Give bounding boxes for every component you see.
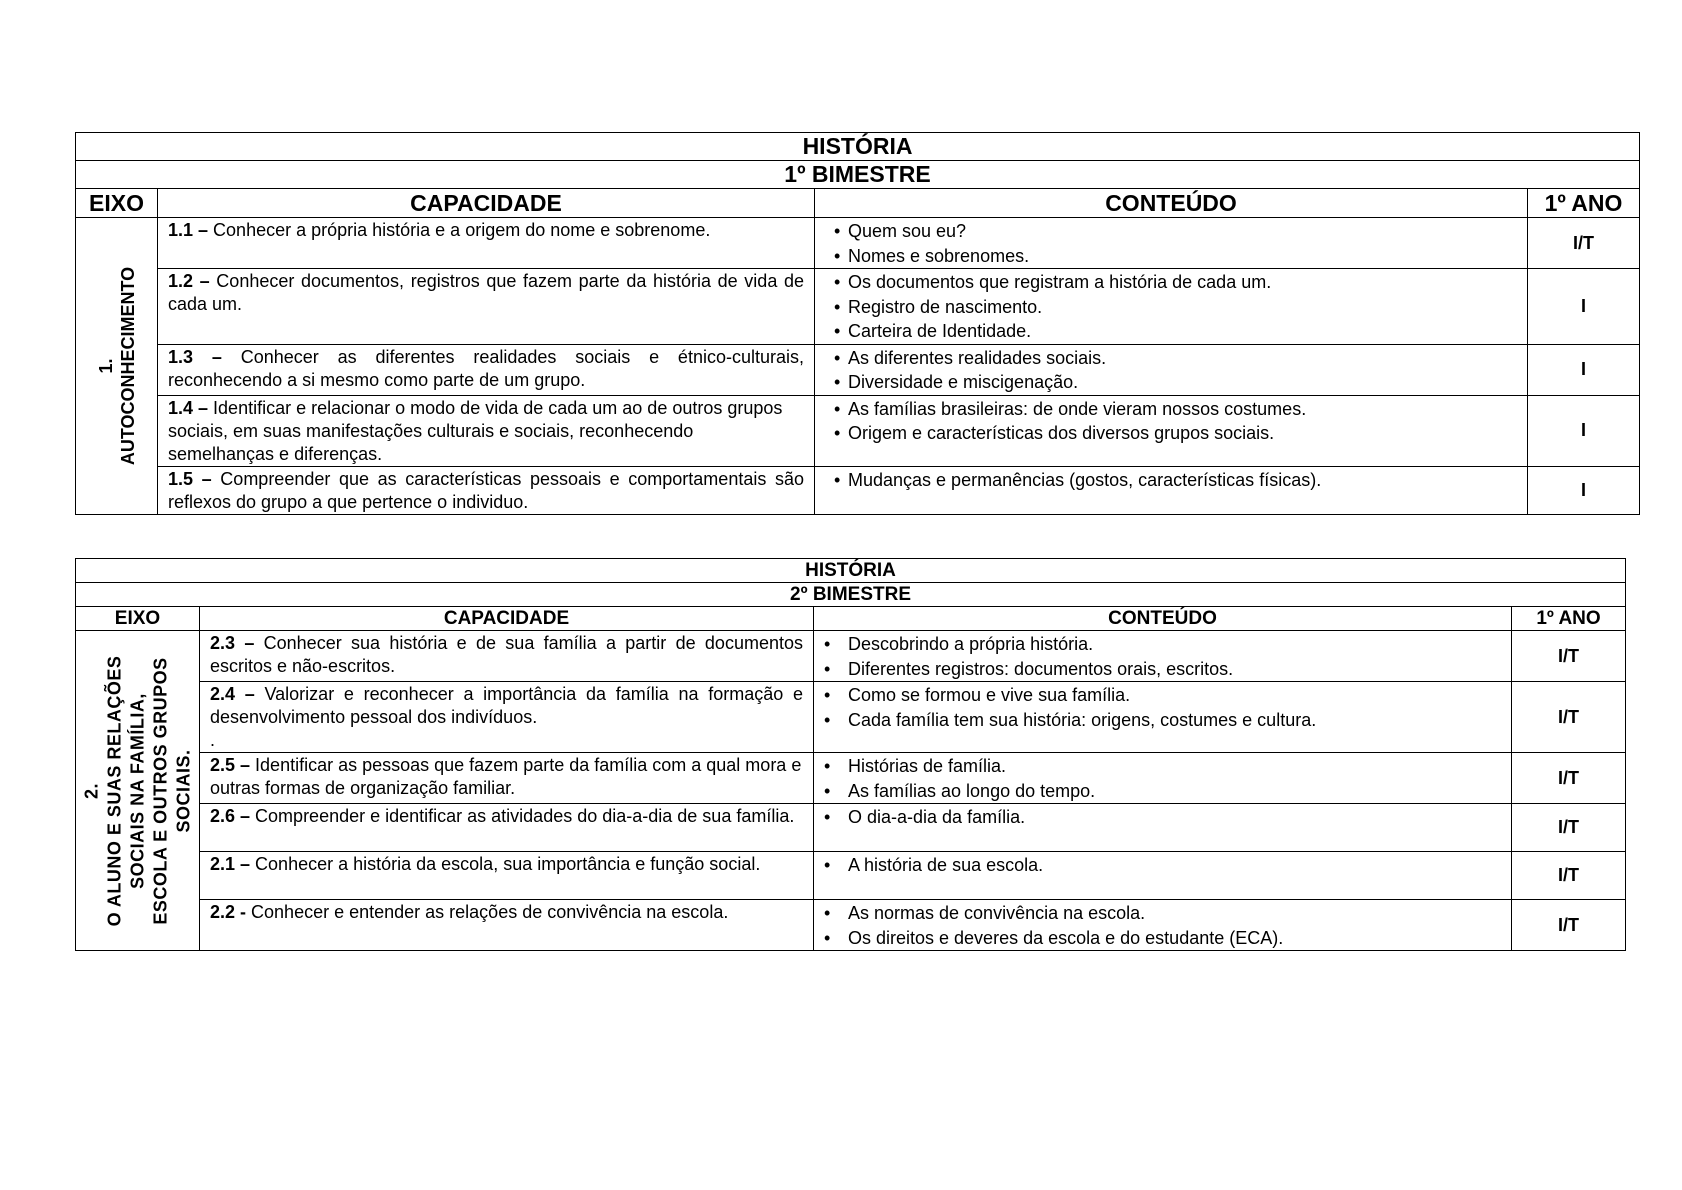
list-item: • Registro de nascimento. <box>834 296 1043 317</box>
table-row <box>76 218 1640 269</box>
list-item: • Quem sou eu? <box>834 221 967 241</box>
conteudo-cell <box>814 753 1512 804</box>
table-row <box>76 852 1626 900</box>
header-ano: 1º ANO <box>1512 607 1626 631</box>
conteudo-cell <box>815 269 1528 345</box>
capacidade-cell: 1.1 – Conhecer a própria história e a origem do nome e sobrenome. <box>158 218 815 269</box>
eixo-label: 1. AUTOCONHECIMENTO <box>95 266 138 465</box>
list-item: • Mudanças e permanências (gostos, características físicas). <box>834 469 1322 490</box>
table-row <box>76 466 1640 514</box>
capacidade-cell: 2.3 – Conhecer sua história e de sua família a partir de documentos escritos e não-escritos. <box>200 631 814 682</box>
list-item: • Diversidade e miscigenação. <box>834 372 1079 392</box>
conteudo-cell <box>814 900 1512 951</box>
header-capacidade: CAPACIDADE <box>200 607 814 631</box>
capacidade-cell: 2.2 - Conhecer e entender as relações de convivência na escola. <box>200 900 814 951</box>
conteudo-cell <box>814 852 1512 900</box>
list-item: • Diferentes registros: documentos orais, escritos. <box>824 658 1234 679</box>
table-row <box>76 631 1626 682</box>
header-conteudo: CONTEÚDO <box>815 189 1528 218</box>
header-capacidade: CAPACIDADE <box>158 189 815 218</box>
capacidade-cell: 1.5 – Compreender que as características pessoais e comportamentais são reflexos do grupo a que pertence o individuo. <box>158 466 815 514</box>
eixo-label: 2. O ALUNO E SUAS RELAÇÕES SOCIAIS NA FAMÍLIA, ESCOLA E OUTROS GRUPOS SOCIAIS. <box>81 655 193 926</box>
table-row <box>76 682 1626 753</box>
capacidade-cell: 1.4 – Identificar e relacionar o modo de vida de cada um ao de outros grupos sociais, em suas manifestações culturais e sociais, reconhecendo semelhanças e diferenças. <box>158 395 815 466</box>
list-item: • As diferentes realidades sociais. <box>834 347 1107 368</box>
ano-cell: I/T <box>1512 682 1626 753</box>
table-row <box>76 344 1640 395</box>
eixo-cell <box>76 218 158 515</box>
conteudo-cell <box>814 631 1512 682</box>
conteudo-cell <box>815 395 1528 466</box>
ano-cell: I/T <box>1512 900 1626 951</box>
conteudo-cell <box>815 218 1528 269</box>
conteudo-cell <box>814 682 1512 753</box>
ano-cell: I/T <box>1512 804 1626 852</box>
capacidade-cell: 2.6 – Compreender e identificar as atividades do dia-a-dia de sua família. <box>200 804 814 852</box>
header-conteudo: CONTEÚDO <box>814 607 1512 631</box>
list-item: • O dia-a-dia da família. <box>824 807 1026 827</box>
conteudo-cell <box>815 466 1528 514</box>
list-item: • As normas de convivência na escola. <box>824 903 1146 923</box>
list-item: • Histórias de família. <box>824 756 1007 776</box>
eixo-cell <box>76 631 200 951</box>
conteudo-cell <box>815 344 1528 395</box>
capacidade-cell: 2.4 – Valorizar e reconhecer a importância da família na formação e desenvolvimento pessoal dos indivíduos. . <box>200 682 814 753</box>
table-period: 1º BIMESTRE <box>76 161 1640 189</box>
ano-cell: I/T <box>1512 753 1626 804</box>
table-row <box>76 395 1640 466</box>
ano-cell: I <box>1528 344 1640 395</box>
header-eixo: EIXO <box>76 607 200 631</box>
table-historia-1-bimestre <box>75 132 1640 515</box>
list-item: • Carteira de Identidade. <box>834 321 1032 341</box>
capacidade-cell: 2.5 – Identificar as pessoas que fazem parte da família com a qual mora e outras formas de organização familiar. <box>200 753 814 804</box>
table-row <box>76 804 1626 852</box>
table-period: 2º BIMESTRE <box>76 583 1626 607</box>
ano-cell: I/T <box>1512 852 1626 900</box>
list-item: • Cada família tem sua história: origens, costumes e cultura. <box>824 709 1317 730</box>
list-item: • Nomes e sobrenomes. <box>834 245 1030 266</box>
ano-cell: I <box>1528 466 1640 514</box>
table-row <box>76 269 1640 345</box>
list-item: • A história de sua escola. <box>824 855 1044 875</box>
list-item: • Os documentos que registram a história de cada um. <box>834 272 1272 292</box>
list-item: • As famílias brasileiras: de onde vieram nossos costumes. <box>834 398 1307 419</box>
header-eixo: EIXO <box>76 189 158 218</box>
list-item: • Descobrindo a própria história. <box>824 634 1094 654</box>
list-item: • Os direitos e deveres da escola e do estudante (ECA). <box>824 927 1284 948</box>
conteudo-cell <box>814 804 1512 852</box>
header-ano: 1º ANO <box>1528 189 1640 218</box>
capacidade-cell: 1.3 – Conhecer as diferentes realidades sociais e étnico-culturais, reconhecendo a si mesmo como parte de um grupo. <box>158 344 815 395</box>
table-historia-2-bimestre <box>75 558 1626 951</box>
list-item: • Como se formou e vive sua família. <box>824 685 1131 705</box>
table-title: HISTÓRIA <box>76 133 1640 161</box>
capacidade-cell: 1.2 – Conhecer documentos, registros que fazem parte da história de vida de cada um. <box>158 269 815 345</box>
ano-cell: I <box>1528 269 1640 345</box>
table-row <box>76 753 1626 804</box>
table-row <box>76 900 1626 951</box>
ano-cell: I/T <box>1528 218 1640 269</box>
table-title: HISTÓRIA <box>76 559 1626 583</box>
ano-cell: I <box>1528 395 1640 466</box>
ano-cell: I/T <box>1512 631 1626 682</box>
capacidade-cell: 2.1 – Conhecer a história da escola, sua importância e função social. <box>200 852 814 900</box>
list-item: • Origem e características dos diversos grupos sociais. <box>834 423 1275 443</box>
list-item: • As famílias ao longo do tempo. <box>824 780 1096 801</box>
